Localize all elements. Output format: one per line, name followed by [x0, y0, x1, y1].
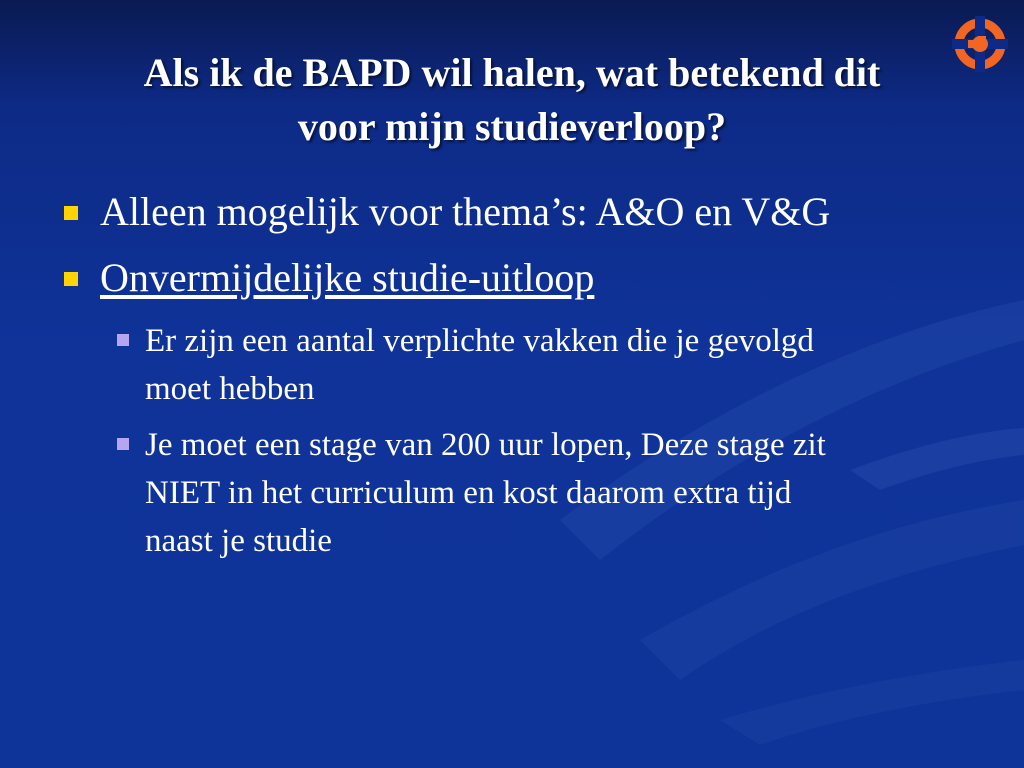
sub-bullet-line: Er zijn een aantal verplichte vakken die je gevolgd — [145, 323, 814, 359]
slide-title-line: Als ik de BAPD wil halen, wat betekend dit — [143, 50, 881, 95]
sub-bullet-line: Je moet een stage van 200 uur lopen, Deze stage zit — [145, 427, 826, 463]
square-sub-bullet-icon — [117, 438, 129, 450]
square-bullet-icon — [64, 206, 78, 220]
bullet-text: Onvermijdelijke studie-uitloop — [100, 255, 595, 300]
sub-bullet-text — [145, 421, 945, 565]
sub-bullet-line: moet hebben — [145, 371, 315, 407]
square-bullet-icon — [64, 272, 78, 286]
slide-title-line: voor mijn studieverloop? — [297, 104, 727, 149]
sub-bullet-text — [145, 317, 945, 413]
bullet-text: Alleen mogelijk voor thema’s: A&O en V&G — [100, 189, 831, 234]
sub-bullet-line: naast je studie — [145, 523, 332, 559]
sub-bullet-line: NIET in het curriculum en kost daarom extra tijd — [145, 475, 792, 511]
slide-title — [60, 46, 964, 154]
square-sub-bullet-icon — [117, 334, 129, 346]
